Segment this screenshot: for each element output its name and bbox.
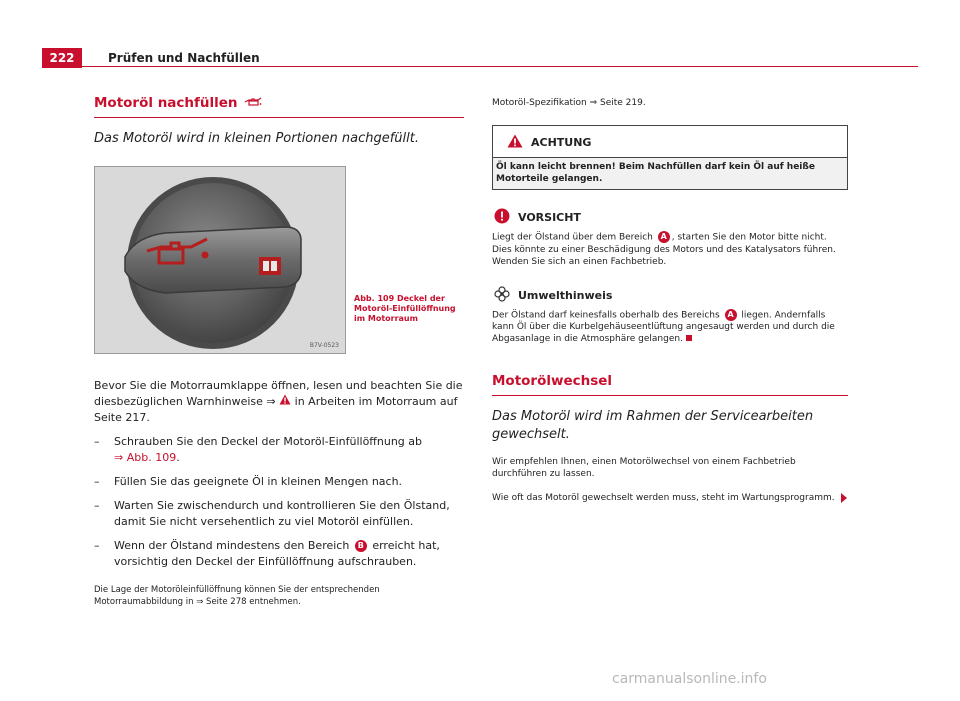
exclamation-circle-icon (494, 208, 510, 227)
environment-text-before: Der Ölstand darf keinesfalls oberhalb des Bereichs (492, 310, 720, 320)
list-dash: – (94, 475, 100, 488)
list-dash: – (94, 539, 100, 552)
section-title-oil-refill (94, 95, 464, 118)
step-text-after: erreicht hat, vorsichtig den Deckel der Einfüllöffnung aufschrauben. (114, 539, 440, 568)
caution-title: VORSICHT (518, 211, 581, 224)
figure-row (94, 166, 464, 354)
section-title-text: Motoröl nachfüllen (94, 95, 238, 111)
warning-body: Öl kann leicht brennen! Beim Nachfüllen darf kein Öl auf heiße Motorteile gelangen. (493, 157, 847, 189)
right-column (492, 97, 848, 504)
steps-list (94, 434, 464, 570)
oil-can-icon (244, 95, 262, 111)
footnote: Die Lage der Motoröleinfüllöffnung können Sie der entsprechenden Motorraumabbildung in ⇒ Seite 278 entnehmen. (94, 585, 380, 607)
figure-caption: Abb. 109 Deckel der Motoröl-Einfüllöffnung im Motorraum (354, 294, 456, 323)
figure-link[interactable]: ⇒ Abb. 109 (114, 451, 177, 464)
step-text-main: Schrauben Sie den Deckel der Motoröl-Einfüllöffnung ab (114, 435, 422, 448)
header-rule (82, 66, 918, 67)
intro-text-after: in Arbeiten im Motorraum auf Seite 217. (94, 395, 458, 424)
warning-title: ACHTUNG (531, 136, 592, 149)
environment-text-after: liegen. Andernfalls kann Öl über die Kurbelgehäuseentlüftung angesaugt werden und durch die Abgasanlage in die Atmosphäre gelangen. (492, 310, 835, 344)
continue-arrow-icon (841, 493, 847, 503)
oil-change-interval-text: Wie oft das Motoröl gewechselt werden muss, steht im Wartungsprogramm. (492, 493, 835, 503)
environment-title: Umwelthinweis (518, 288, 613, 302)
list-item (94, 434, 464, 466)
oil-change-interval (492, 492, 848, 504)
step-text (114, 434, 422, 466)
caution-body (492, 231, 848, 268)
section2-title-text: Motorölwechsel (492, 373, 613, 389)
list-item (94, 538, 464, 570)
section-subtitle: Das Motoröl wird in kleinen Portionen nachgefüllt. (94, 131, 419, 146)
list-dash: – (94, 435, 100, 448)
oil-change-recommendation: Wir empfehlen Ihnen, einen Motorölwechsel von einem Fachbetrieb durchführen zu lassen. (492, 457, 796, 479)
section-end-marker (686, 335, 692, 341)
area-a-badge: A (725, 309, 737, 321)
warning-box (492, 125, 848, 190)
section-title-oil-change (492, 373, 848, 396)
warning-triangle-icon (279, 394, 291, 410)
figure-code: B7V-0523 (309, 342, 339, 349)
figure-oil-cap (94, 166, 346, 354)
environment-header (492, 286, 848, 305)
area-a-badge: A (658, 231, 670, 243)
caution-notice (492, 208, 848, 268)
step-text (114, 538, 464, 570)
caution-header (492, 208, 848, 227)
manual-book-symbol (259, 257, 281, 275)
left-column (94, 95, 464, 608)
caution-text-after: , starten Sie den Motor bitte nicht. Dies könnte zu einer Beschädigung des Motors und des Katalysators führen. Wenden Sie sich an einen Fachbetrieb. (492, 232, 836, 267)
caution-text-before: Liegt der Ölstand über dem Bereich (492, 232, 653, 243)
oil-spec-reference: Motoröl-Spezifikation ⇒ Seite 219. (492, 98, 646, 108)
environment-body (492, 309, 848, 346)
intro-text-before: Bevor Sie die Motorraumklappe öffnen, lesen und beachten Sie die diesbezüglichen Warnhinweise ⇒ (94, 379, 463, 408)
environment-flower-icon (494, 286, 510, 305)
area-b-badge: B (355, 540, 367, 552)
step-suffix: . (176, 451, 180, 464)
section2-subtitle: Das Motoröl wird im Rahmen der Servicearbeiten gewechselt. (492, 409, 814, 442)
warning-header (493, 126, 847, 157)
list-item (94, 474, 464, 490)
header-title: Prüfen und Nachfüllen (108, 51, 260, 65)
list-item (94, 498, 464, 530)
intro-paragraph (94, 378, 464, 426)
step-text: Füllen Sie das geeignete Öl in kleinen Mengen nach. (114, 475, 403, 488)
environment-notice (492, 286, 848, 346)
watermark: carmanualsonline.info (612, 671, 767, 687)
step-text-before: Wenn der Ölstand mindestens den Bereich (114, 539, 350, 552)
warning-triangle-icon (507, 134, 523, 151)
step-text: Warten Sie zwischendurch und kontrollieren Sie den Ölstand, damit Sie nicht versehentlich zu viel Motoröl einfüllen. (114, 499, 450, 528)
list-dash: – (94, 499, 100, 512)
oil-cap-illustration (95, 167, 345, 353)
page-number: 222 (42, 48, 82, 68)
